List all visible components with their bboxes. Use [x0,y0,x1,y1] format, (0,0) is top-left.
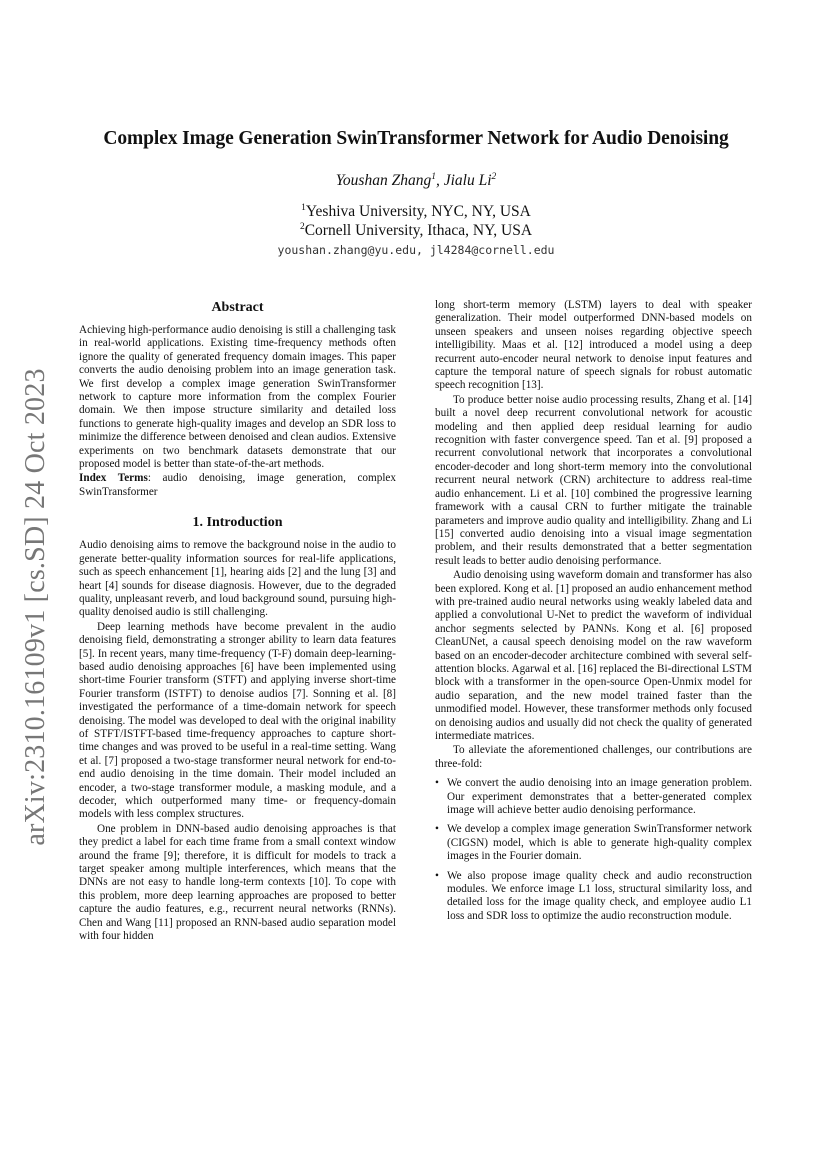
affiliation-line [60,203,772,221]
author-name: Jialu Li [443,172,492,189]
list-item [435,823,752,863]
arxiv-id-text: arXiv:2310.16109v1 [cs.SD] 24 Oct 2023 [20,368,51,846]
author-name: Youshan Zhang [335,172,432,189]
affiliation-text: Yeshiva University, NYC, NY, USA [305,203,531,220]
right-column [435,299,752,929]
abstract-text: Achieving high-performance audio denoising is still a challenging task in real-world applications. Existing time-frequency methods often ignore the quality of generated frequency domain images. This paper converts the audio denoising problem into an image generation task. We first develop a complex image generation SwinTransformer network to capture more information from the complex Fourier domain. We then impose structure similarity and detailed loss functions to generate high-quality images and develop an SDR loss to minimize the difference between denoised and clean audios. Extensive experiments on two benchmark datasets demonstrate that our proposed model is better than state-of-the-art methods. [79,324,396,471]
body-paragraph: To produce better noise audio processing results, Zhang et al. [14] built a novel deep recurrent convolutional network for acoustic modeling and then applied deep residual learning for audio recognition with faster convergence speed. Tan et al. [9] proposed a recurrent convolutional network that incorporates a convolutional encoder-decoder and long short-term memory into the convolutional recurrent neural network (CRN) architecture to address real-time audio enhancement. Li et al. [10] combined the progressive learning framework with a causal CRN to further mitigate the trainable parameters and improve audio quality and intelligibility. Zhang and Li [15] converted audio denoising into a visual image segmentation problem, and their results demonstrated that a better segmentation result leads to better audio denoising performance. [435,393,752,567]
index-terms [79,472,396,499]
bullet-marker: • [435,869,439,882]
list-item-text: We also propose image quality check and audio reconstruction modules. We enforce image L1 loss, structural similarity loss, and detailed loss for the image quality check, and employee audio L1 loss and SDR loss to optimize the audio reconstruction module. [447,869,752,922]
abstract-heading: Abstract [211,300,264,315]
author-affiliation-mark: 2 [491,172,497,182]
paper-title: Complex Image Generation SwinTransformer Network for Audio Denoising [103,128,729,149]
contributions-list [435,777,752,923]
left-column [79,299,396,943]
affiliation-mark: 1 [301,203,306,213]
author-line [60,172,772,190]
arxiv-identifier [16,365,56,850]
body-paragraph: long short-term memory (LSTM) layers to deal with speaker generalization. Their model outperformed DNN-based models on unseen speakers and unseen noises regarding objective speech intelligibility. Maas et al. [12] introduced a model using a deep recurrent auto-encoder neural network to denoise input features and capture the temporal nature of speech signals for robust automatic speech recognition [13]. [435,299,752,392]
list-item [435,777,752,817]
body-paragraph: Audio denoising using waveform domain and transformer has also been explored. Kong et al. [1] proposed an audio enhancement method with pre-trained audio neural networks using weakly labeled data and applied a convolutional U-Net to predict the waveform of individual anchor segments selected by PANNs. Kong et al. [6] proposed CleanUNet, a causal speech denoising model on the raw waveform based on an encoder-decoder architecture combined with several self-attention blocks. Agarwal et al. [16] replaced the Bi-directional LSTM block with a transformer in the open-source Open-Unmix model for audio separation, and the new model trained faster than the unmodified model. However, these transformer methods only focused on denoising audios and usually did not check the quality of generated intermediate matrices. [435,569,752,742]
body-paragraph: To alleviate the aforementioned challenges, our contributions are three-fold: [435,744,752,770]
body-paragraph: Audio denoising aims to remove the background noise in the audio to generate better-quality information sources for real-life applications, such as speech enhancement [1], hearing aids [2] and the lung [3] and heart [4] sounds for disease diagnosis. However, due to the degraded quality, unpleasant reverb, and loud background sound, pursuing high-quality denoised audio is still challenging. [79,539,396,619]
bullet-marker: • [435,823,439,836]
body-paragraph: One problem in DNN-based audio denoising approaches is that they predict a label for each time frame from a small context window around the frame [9]; therefore, it is difficult for models to track a target speaker among multiple interferences, which means that the DNNs are not easy to handle long-term contexts [10]. To cope with this problem, more deep learning approaches are proposed to better capture the audio features, e.g., recurrent neural networks (RNNs). Chen and Wang [11] proposed an RNN-based audio separation model with four hidden [79,822,396,943]
index-terms-text: : audio denoising, image generation, complex SwinTransformer [79,472,396,498]
affiliation-mark: 2 [299,222,305,232]
author-affiliation-mark: 1 [431,172,436,182]
affiliation-text: Cornell University, Ithaca, NY, USA [304,222,533,239]
index-terms-label: Index Terms [79,472,148,485]
author-separator: , [435,172,444,189]
affiliation-line [60,222,772,240]
bullet-marker: • [435,777,439,790]
list-item-text: We develop a complex image generation SwinTransformer network (CIGSN) model, which is able to generate high-quality complex images in the Fourier domain. [447,823,752,863]
body-paragraph: Deep learning methods have become prevalent in the audio denoising field, demonstrating a stronger ability to learn data features [5]. In recent years, many time-frequency (T-F) domain deep-learning-based audio denoising approaches [6] have been implemented using short-time Fourier transform (STFT) and applying inverse short-time Fourier transform (ISTFT) to denoise audios [7]. Sonning et al. [8] investigated the performance of a time-domain network for speech denoising. The model was developed to deal with the original inability of STFT/ISTFT-based time-frequency approaches to capture short-time changes and was proved to be useful in a real-time setting. Wang et al. [7] proposed a two-stage transformer neural network for end-to-end audio denoising in the time domain. Their model included an encoder, a two-stage transformer module, a masking module, and a decoder, which outperformed many time- or frequency-domain models with less complex structures. [79,620,396,821]
list-item-text: We convert the audio denoising into an image generation problem. Our experiment demonstrates that a better-generated complex image will achieve better audio denoising performance. [447,777,752,817]
section-heading-introduction: 1. Introduction [192,515,283,531]
author-emails: youshan.zhang@yu.edu, jl4284@cornell.edu [277,243,555,257]
list-item [435,870,752,924]
